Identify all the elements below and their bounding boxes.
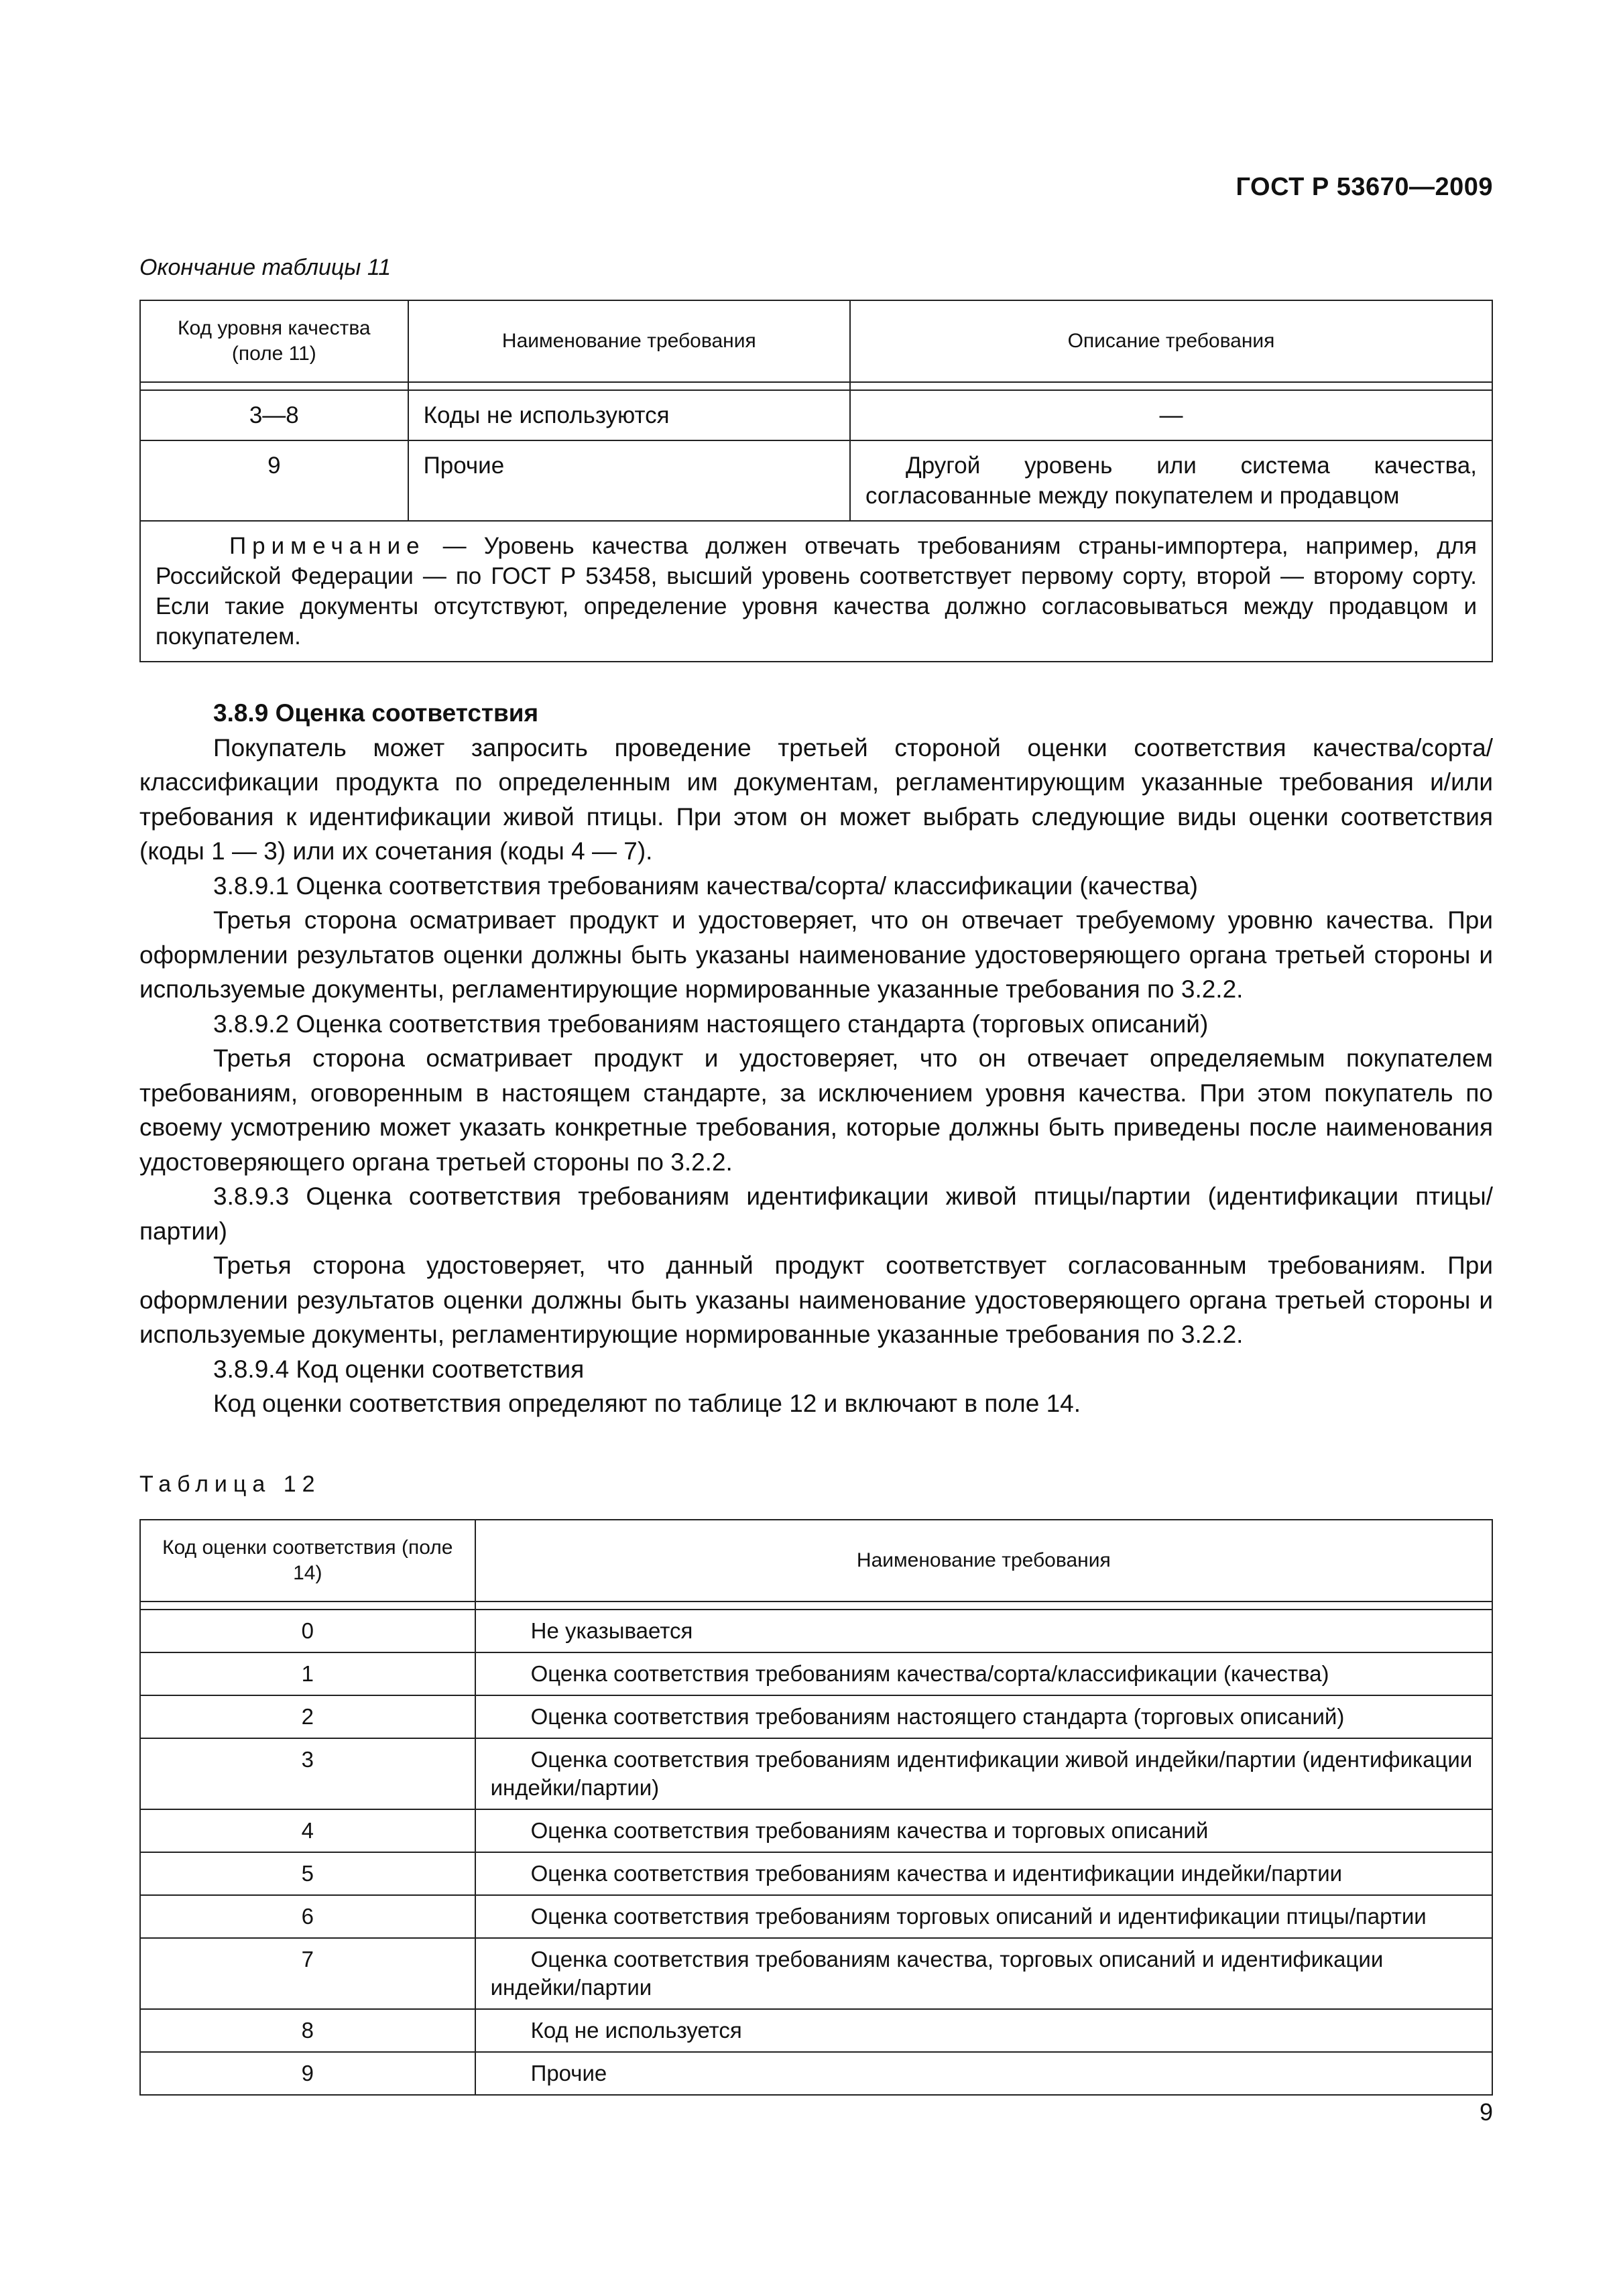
table-cell-code: 4 — [140, 1809, 475, 1852]
table-cell-description: — — [850, 390, 1492, 440]
table-row — [140, 440, 1492, 521]
note-label: Примечание — [229, 533, 426, 559]
table-cell-name: Код не используется — [475, 2009, 1492, 2052]
table-cell-description: Другой уровень или система качества, согласованные между покупателем и продавцом — [850, 440, 1492, 521]
table-11-note — [140, 521, 1492, 662]
paragraph: Третья сторона осматривает продукт и удостоверяет, что он отвечает определяемым покупателем требованиям, оговоренным в настоящем стандарте, за исключением уровня качества. При этом покупатель по своему усмотрению может указать конкретные требования, которые должны быть приведены после наименования удостоверяющего органа третьей стороны по 3.2.2. — [139, 1044, 1493, 1176]
table-11 — [139, 300, 1493, 662]
table-12-header-separator — [140, 1602, 1492, 1610]
table-row — [140, 1652, 1492, 1695]
section-3-8-9 — [139, 696, 1493, 1421]
page-number: 9 — [1479, 2098, 1493, 2126]
table-row — [140, 1938, 1492, 2009]
table-cell-name: Прочие — [475, 2052, 1492, 2095]
section-heading: 3.8.9 Оценка соответствия — [213, 699, 539, 727]
table-12-header-name: Наименование требования — [475, 1520, 1492, 1602]
table-cell-name: Оценка соответствия требованиям качества, торговых описаний и идентификации индейки/партии — [475, 1938, 1492, 2009]
table-row — [140, 1809, 1492, 1852]
table-cell-name: Оценка соответствия требованиям торговых описаний и идентификации птицы/партии — [475, 1895, 1492, 1938]
table-row — [140, 390, 1492, 440]
table-12-header-code: Код оценки соответствия (поле 14) — [140, 1520, 475, 1602]
table-row — [140, 1895, 1492, 1938]
table-11-caption: Окончание таблицы 11 — [139, 255, 392, 280]
subsection-title: 3.8.9.1 Оценка соответствия требованиям качества/сорта/ классификации (качества) — [213, 871, 1198, 900]
subsection-title: 3.8.9.2 Оценка соответствия требованиям настоящего стандарта (торговых описаний) — [213, 1010, 1209, 1038]
paragraph: Код оценки соответствия определяют по таблице 12 и включают в поле 14. — [213, 1390, 1081, 1417]
standard-number: ГОСТ Р 53670—2009 — [1236, 173, 1493, 201]
table-cell-name: Оценка соответствия требованиям качества и идентификации индейки/партии — [475, 1852, 1492, 1895]
table-cell-code: 9 — [140, 2052, 475, 2095]
table-cell-code: 0 — [140, 1610, 475, 1652]
table-cell-name: Оценка соответствия требованиям идентификации живой индейки/партии (идентификации индейки/партии) — [475, 1738, 1492, 1809]
table-12-header-row — [140, 1520, 1492, 1602]
table-row — [140, 1610, 1492, 1652]
note-text: — Уровень качества должен отвечать требованиям страны-импортера, например, для Российской Федерации — по ГОСТ Р 53458, высший уровень соответствует первому сорту, второй — второму сорту. Если такие документы отсутствуют, определение уровня качества должно согласовываться между продавцом и покупателем. — [156, 533, 1477, 650]
table-11-header-name: Наименование требования — [408, 300, 850, 382]
table-row — [140, 1852, 1492, 1895]
table-12 — [139, 1519, 1493, 2096]
table-12-caption: Таблица 12 — [139, 1471, 321, 1497]
table-cell-code: 6 — [140, 1895, 475, 1938]
paragraph: Третья сторона удостоверяет, что данный продукт соответствует согласованным требованиям. При оформлении результатов оценки должны быть указаны наименование удостоверяющего органа третьей стороны и используемые документы, регламентирующие нормированные указанные требования по 3.2.2. — [139, 1252, 1493, 1348]
table-row — [140, 2009, 1492, 2052]
table-11-header-description: Описание требования — [850, 300, 1492, 382]
table-cell-code: 8 — [140, 2009, 475, 2052]
table-11-header-row — [140, 300, 1492, 382]
table-cell-name: Оценка соответствия требованиям качества/сорта/классификации (качества) — [475, 1652, 1492, 1695]
table-cell-code: 5 — [140, 1852, 475, 1895]
table-cell-code: 3 — [140, 1738, 475, 1809]
table-11-header-code: Код уровня качества (поле 11) — [140, 300, 408, 382]
table-cell-code: 1 — [140, 1652, 475, 1695]
table-cell-name: Оценка соответствия требованиям качества и торговых описаний — [475, 1809, 1492, 1852]
table-cell-code: 7 — [140, 1938, 475, 2009]
table-cell-code: 2 — [140, 1695, 475, 1738]
table-cell-name: Коды не используются — [408, 390, 850, 440]
table-cell-name: Прочие — [408, 440, 850, 521]
table-row — [140, 1695, 1492, 1738]
table-row — [140, 2052, 1492, 2095]
table-11-note-row — [140, 521, 1492, 662]
table-11-header-separator — [140, 382, 1492, 390]
table-cell-code: 3—8 — [140, 390, 408, 440]
subsection-title: 3.8.9.3 Оценка соответствия требованиям идентификации живой птицы/партии (идентификации птицы/партии) — [139, 1183, 1493, 1245]
table-cell-name: Оценка соответствия требованиям настоящего стандарта (торговых описаний) — [475, 1695, 1492, 1738]
subsection-title: 3.8.9.4 Код оценки соответствия — [213, 1355, 585, 1383]
table-cell-name: Не указывается — [475, 1610, 1492, 1652]
paragraph: Покупатель может запросить проведение третьей стороной оценки соответствия качества/сорта/классификации продукта по определенным им документам, регламентирующим указанные требования и/или требования к идентификации живой птицы. При этом он может выбрать следующие виды оценки соответствия (коды 1 — 3) или их сочетания (коды 4 — 7). — [139, 733, 1493, 865]
table-row — [140, 1738, 1492, 1809]
paragraph: Третья сторона осматривает продукт и удостоверяет, что он отвечает требуемому уровню качества. При оформлении результатов оценки должны быть указаны наименование удостоверяющего органа третьей стороны и используемые документы, регламентирующие нормированные указанные требования по 3.2.2. — [139, 906, 1493, 1003]
table-cell-code: 9 — [140, 440, 408, 521]
